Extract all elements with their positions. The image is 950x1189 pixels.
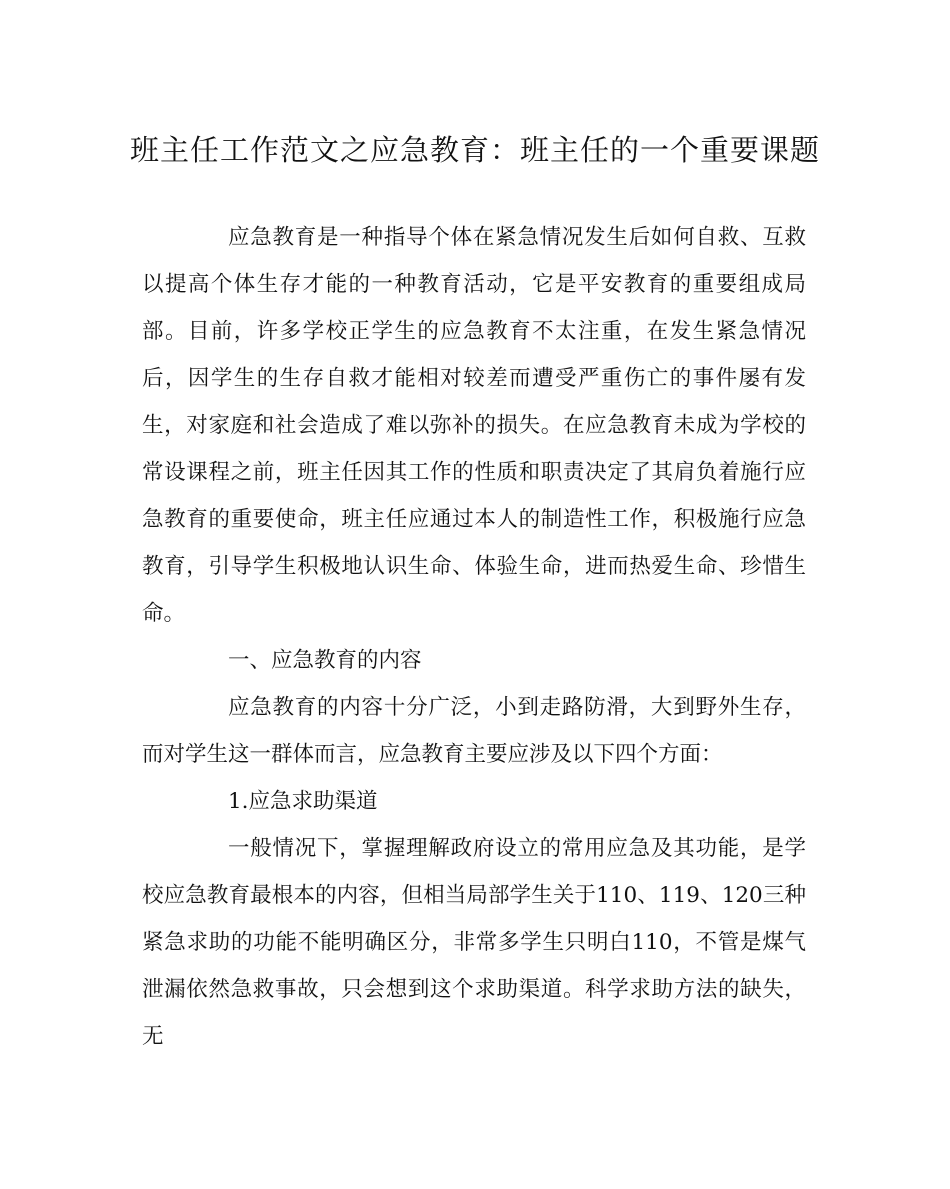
paragraph-help-channels: 一般情况下，掌握理解政府设立的常用应急及其功能，是学校应急教育最根本的内容，但相当局部学生关于110、119、120三种紧急求助的功能不能明确区分，非常多学生只明白110，不管是煤气泄漏依然急救事故，只会想到这个求助渠道。科学求助方法的缺失，无 bbox=[142, 836, 806, 1049]
section-heading-content: 一、应急教育的内容 bbox=[228, 648, 422, 673]
subsection-heading-help-channels: 1.应急求助渠道 bbox=[228, 789, 378, 814]
document-body bbox=[142, 214, 806, 1060]
paragraph-content-scope: 应急教育的内容十分广泛，小到走路防滑，大到野外生存，而对学生这一群体而言，应急教育主要应涉及以下四个方面： bbox=[142, 695, 806, 767]
paragraph-intro: 应急教育是一种指导个体在紧急情况发生后如何自救、互救以提高个体生存才能的一种教育活动，它是平安教育的重要组成局部。目前，许多学校正学生的应急教育不太注重，在发生紧急情况后，因学生的生存自救才能相对较差而遭受严重伤亡的事件屡有发生，对家庭和社会造成了难以弥补的损失。在应急教育未成为学校的常设课程之前，班主任因其工作的性质和职责决定了其肩负着施行应急教育的重要使命，班主任应通过本人的制造性工作，积极施行应急教育，引导学生积极地认识生命、体验生命，进而热爱生命、珍惜生命。 bbox=[142, 225, 806, 626]
document-title: 班主任工作范文之应急教育：班主任的一个重要课题 bbox=[129, 133, 820, 167]
